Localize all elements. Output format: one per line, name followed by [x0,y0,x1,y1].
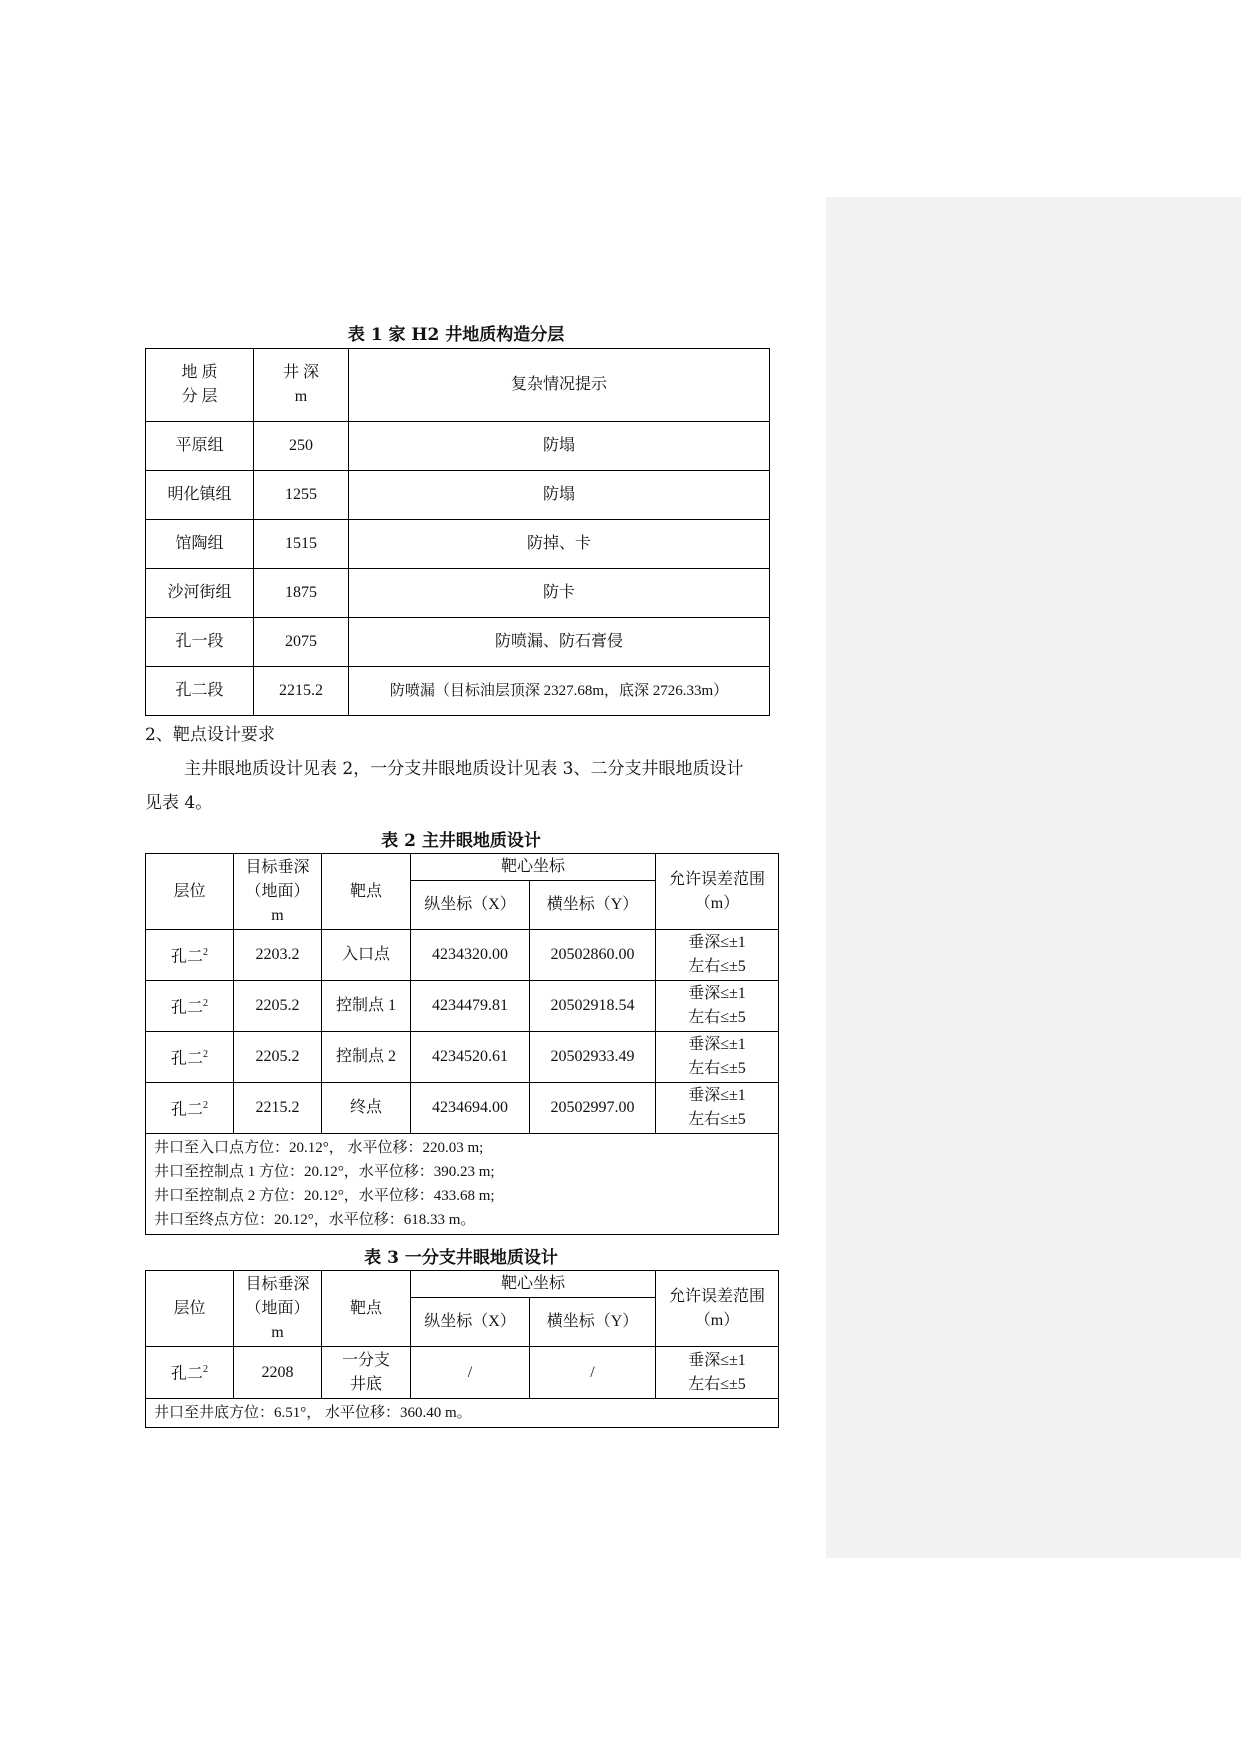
table-row [146,1083,779,1134]
table-row [146,422,770,471]
cell-hint: 防喷漏（目标油层顶深 2327.68m，底深 2726.33m） [349,667,770,716]
header-target: 靶点 [322,854,411,930]
table1 [145,348,770,716]
cell-target: 终点 [322,1083,411,1134]
paragraph-line-1: 主井眼地质设计见表 2，一分支井眼地质设计见表 3、二分支井眼地质设计 [184,759,744,779]
cell-layer: 孔一段 [146,618,254,667]
table-row [146,1032,779,1083]
note-line: 井口至控制点 2 方位：20.12°，水平位移：433.68 m; [154,1188,495,1204]
table3-header-row-1 [146,1271,779,1298]
cell-target: 入口点 [322,930,411,981]
header-hint: 复杂情况提示 [349,349,770,422]
cell-x: 4234520.61 [411,1032,530,1083]
table-row [146,569,770,618]
cell-y: / [530,1347,656,1399]
table-row [146,981,779,1032]
cell-hint: 防喷漏、防石膏侵 [349,618,770,667]
table-row [146,471,770,520]
cell-y: 20502918.54 [530,981,656,1032]
paragraph-line-2: 见表 4。 [145,793,213,813]
cell-y: 20502997.00 [530,1083,656,1134]
header-layer: 层位 [146,1271,234,1347]
header-y: 横坐标（Y） [530,881,656,930]
cell-hint: 防塌 [349,471,770,520]
header-x: 纵坐标（X） [411,881,530,930]
note-line: 井口至入口点方位：20.12°， 水平位移：220.03 m; [154,1140,484,1156]
cell-depth: 2203.2 [234,930,322,981]
cell-layer: 平原组 [146,422,254,471]
table2-header-row-1 [146,854,779,881]
table3-caption: 表 3 一分支井眼地质设计 [364,1248,558,1268]
cell-y: 20502933.49 [530,1032,656,1083]
cell-layer: 孔二$^2$ [146,1347,234,1399]
header-depth: 井 深 m [254,349,349,422]
cell-layer: 孔二$^2$ [146,1083,234,1134]
comment-pane [826,197,1241,1558]
cell-x: / [411,1347,530,1399]
cell-depth: 2215.2 [254,667,349,716]
header-x: 纵坐标（X） [411,1298,530,1347]
note-line: 井口至终点方位：20.12°，水平位移：618.33 m。 [154,1212,476,1228]
cell-tolerance: 垂深≤±1 左右≤±5 [656,1083,779,1134]
cell-layer: 孔二$^2$ [146,930,234,981]
cell-tolerance: 垂深≤±1 左右≤±5 [656,1032,779,1083]
header-tolerance: 允许误差范围 （m） [656,1271,779,1347]
header-coords: 靶心坐标 [411,1271,656,1298]
cell-layer: 孔二$^2$ [146,981,234,1032]
cell-depth: 2205.2 [234,981,322,1032]
table-row [146,618,770,667]
cell-layer: 馆陶组 [146,520,254,569]
cell-depth: 2208 [234,1347,322,1399]
table2-notes-row [146,1134,779,1235]
cell-target: 控制点 1 [322,981,411,1032]
cell-layer: 孔二$^2$ [146,1032,234,1083]
table-row [146,1347,779,1399]
cell-depth: 2075 [254,618,349,667]
cell-layer: 沙河街组 [146,569,254,618]
header-depth: 目标垂深 （地面） m [234,1271,322,1347]
cell-depth: 250 [254,422,349,471]
header-target: 靶点 [322,1271,411,1347]
cell-hint: 防塌 [349,422,770,471]
header-coords: 靶心坐标 [411,854,656,881]
table-row [146,667,770,716]
note-line: 井口至控制点 1 方位：20.12°，水平位移：390.23 m; [154,1164,495,1180]
header-layer: 层位 [146,854,234,930]
cell-depth: 2215.2 [234,1083,322,1134]
cell-depth: 1255 [254,471,349,520]
cell-hint: 防卡 [349,569,770,618]
cell-tolerance: 垂深≤±1 左右≤±5 [656,981,779,1032]
cell-tolerance: 垂深≤±1 左右≤±5 [656,1347,779,1399]
cell-target: 控制点 2 [322,1032,411,1083]
cell-hint: 防掉、卡 [349,520,770,569]
table-row [146,930,779,981]
header-layer: 地 质 分 层 [146,349,254,422]
cell-depth: 2205.2 [234,1032,322,1083]
cell-layer: 孔二段 [146,667,254,716]
note-line: 井口至井底方位：6.51°， 水平位移：360.40 m。 [146,1399,779,1428]
table3 [145,1270,779,1428]
notes-cell [146,1134,779,1235]
cell-y: 20502860.00 [530,930,656,981]
table2 [145,853,779,1235]
cell-layer: 明化镇组 [146,471,254,520]
cell-tolerance: 垂深≤±1 左右≤±5 [656,930,779,981]
table1-caption: 表 1 家 H2 井地质构造分层 [347,325,565,345]
cell-target: 一分支 井底 [322,1347,411,1399]
cell-x: 4234320.00 [411,930,530,981]
cell-depth: 1875 [254,569,349,618]
table1-header-row [146,349,770,422]
section-heading: 2、靶点设计要求 [145,725,275,745]
cell-x: 4234479.81 [411,981,530,1032]
header-tolerance: 允许误差范围 （m） [656,854,779,930]
cell-depth: 1515 [254,520,349,569]
table3-notes-row [146,1399,779,1428]
cell-x: 4234694.00 [411,1083,530,1134]
header-y: 横坐标（Y） [530,1298,656,1347]
table2-caption: 表 2 主井眼地质设计 [381,831,541,851]
table-row [146,520,770,569]
header-depth: 目标垂深 （地面） m [234,854,322,930]
